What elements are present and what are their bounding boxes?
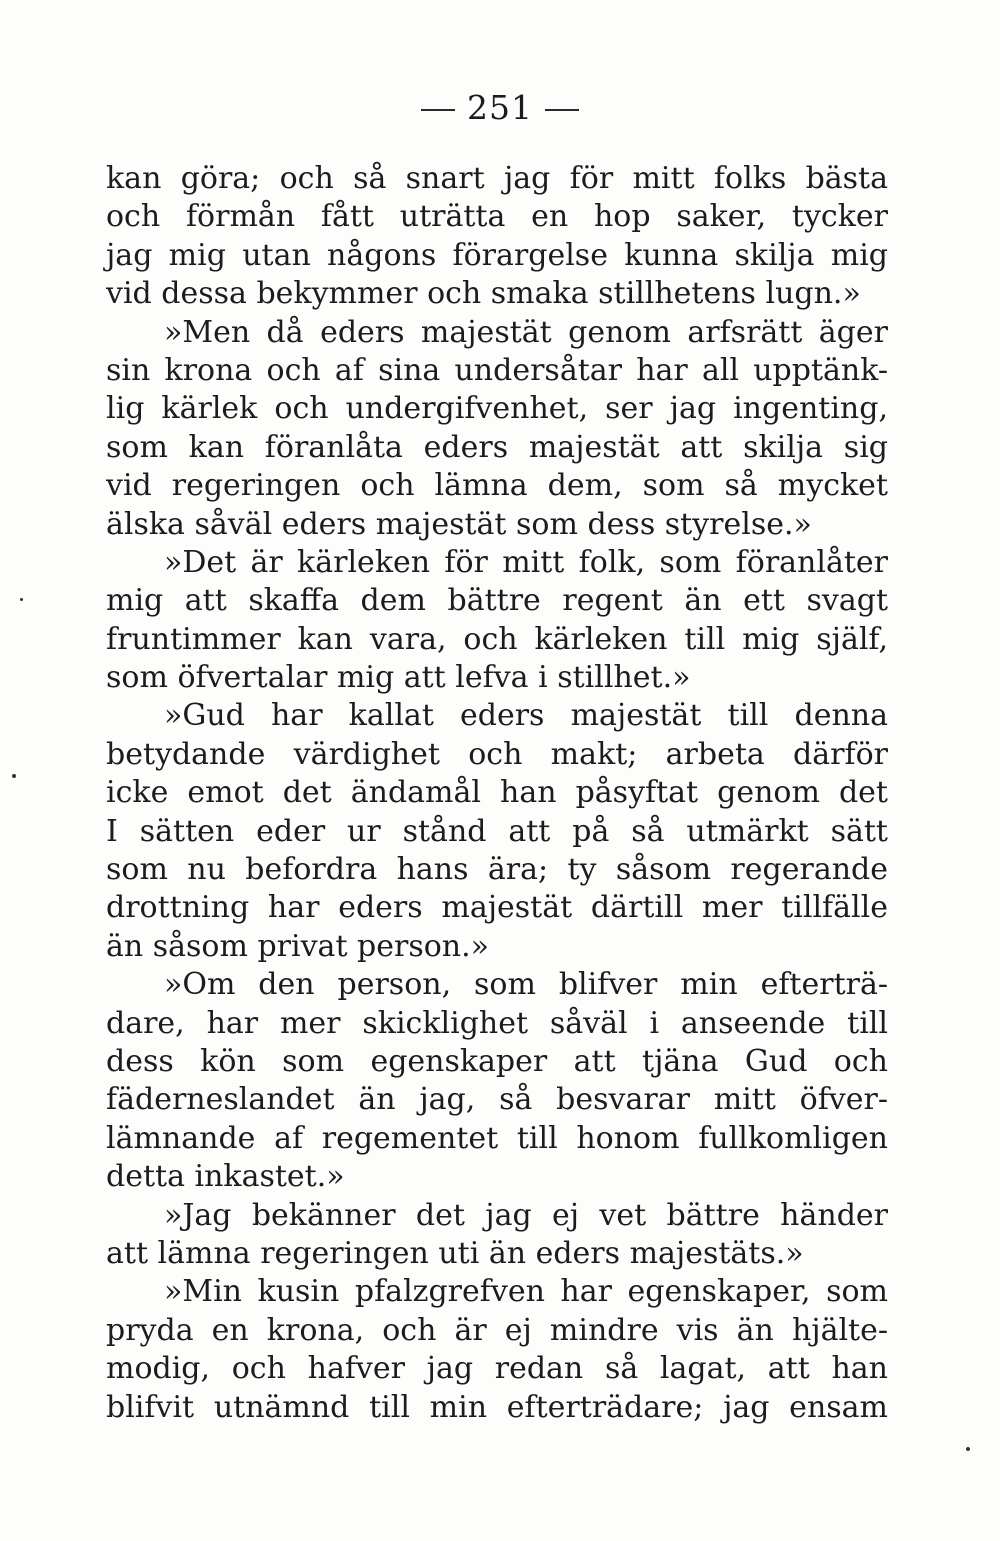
text-line: »Det är kärleken för mitt folk, som föranlåter [164,544,888,580]
text-line: och förmån fått uträtta en hop saker, tycker [106,199,888,235]
text-line: att lämna regeringen uti än eders majestäts.» [106,1235,804,1271]
text-line: vid regeringen och lämna dem, som så mycket [106,468,888,504]
text-line: mig att skaffa dem bättre regent än ett svagt [106,583,888,619]
text-line: älska såväl eders majestät som dess styrelse.» [106,506,812,542]
scan-speck [966,1447,970,1451]
text-line: »Gud har kallat eders majestät till denna [164,698,888,734]
text-line: betydande värdighet och makt; arbeta därför [106,736,888,772]
text-line: som kan föranlåta eders majestät att skilja sig [106,429,888,465]
text-line: blifvit utnämnd till min efterträdare; jag ensam [106,1389,888,1425]
header-dash-right [545,109,579,111]
page-header [0,88,1000,128]
body-text [106,160,888,1427]
text-line: fäderneslandet än jag, så besvarar mitt öfver- [106,1082,888,1118]
text-line: pryda en krona, och är ej mindre vis än hjälte- [106,1312,888,1348]
scan-speck [20,598,23,601]
text-line: vid dessa bekymmer och smaka stillhetens lugn.» [106,276,861,312]
text-line: »Min kusin pfalzgrefven har egenskaper, som [164,1274,888,1310]
text-line: än såsom privat person.» [106,928,489,964]
text-line: kan göra; och så snart jag för mitt folks bästa [106,161,888,196]
text-line: »Om den person, som blifver min efterträ- [164,967,888,1003]
text-line: »Men då eders majestät genom arfsrätt äger [164,314,888,350]
page-number: 251 [467,88,533,127]
text-line: icke emot det ändamål han påsyftat genom det [106,775,888,811]
text-line: modig, och hafver jag redan så lagat, att han [106,1351,888,1387]
text-line: dare, har mer skicklighet såväl i anseende till [106,1005,888,1041]
text-line: jag mig utan någons förargelse kunna skilja mig [106,237,888,273]
header-dash-left [421,109,455,111]
text-line: lämnande af regementet till honom fullkomligen [106,1120,888,1156]
text-line: som öfvertalar mig att lefva i stillhet.» [106,660,691,696]
text-line: »Jag bekänner det jag ej vet bättre händer [164,1197,888,1233]
text-line: lig kärlek och undergifvenhet, ser jag ingenting, [106,391,888,427]
scan-speck [12,774,16,778]
text-line: som nu befordra hans ära; ty såsom regerande [106,852,888,888]
text-line: I sätten eder ur stånd att på så utmärkt sätt [106,813,888,849]
text-line: detta inkastet.» [106,1159,345,1195]
text-line: fruntimmer kan vara, och kärleken till mig själf, [106,621,888,657]
text-line: drottning har eders majestät därtill mer tillfälle [106,890,888,926]
text-line: dess kön som egenskaper att tjäna Gud och [106,1043,888,1079]
text-line: sin krona och af sina undersåtar har all upptänk- [106,352,888,388]
